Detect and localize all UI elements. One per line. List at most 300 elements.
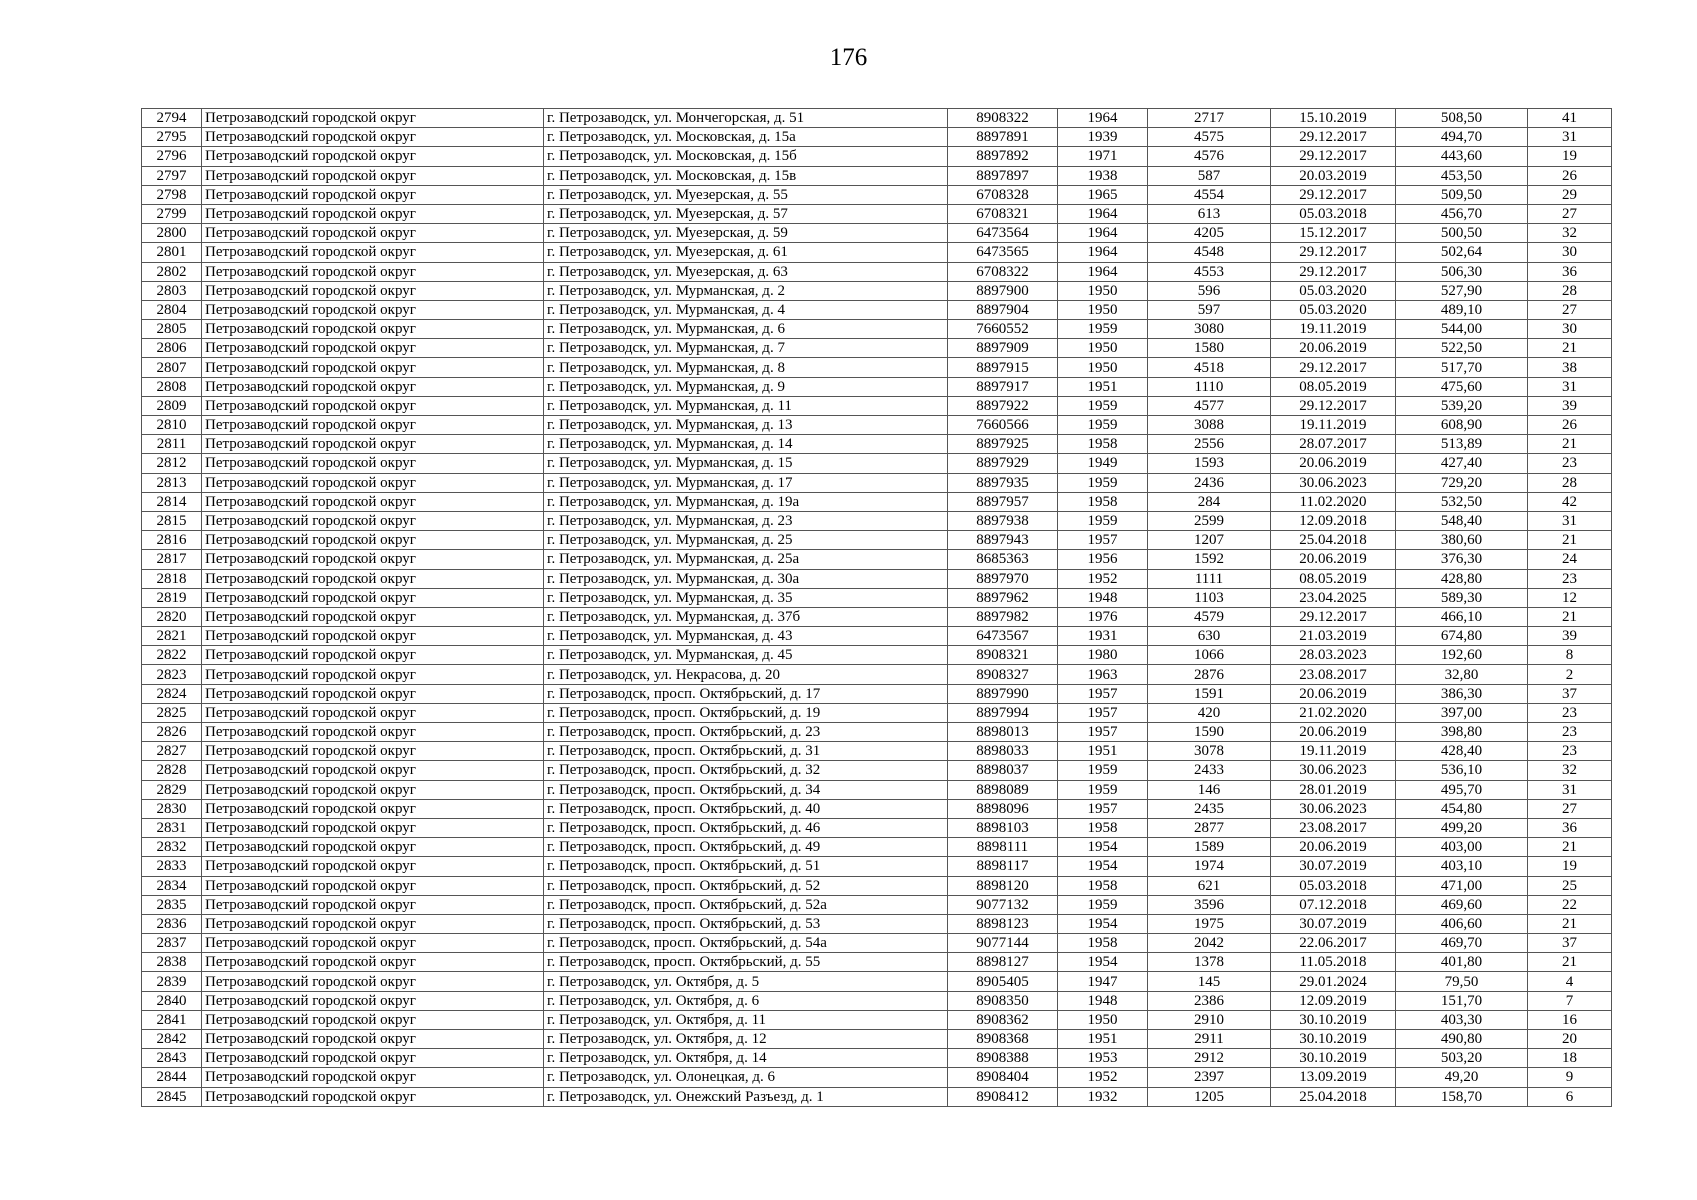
address-cell: г. Петрозаводск, ул. Мурманская, д. 23: [544, 511, 948, 530]
object-code-cell: 8897897: [948, 166, 1058, 185]
object-code-cell: 8897962: [948, 588, 1058, 607]
count-cell: 21: [1528, 838, 1612, 857]
address-cell: г. Петрозаводск, ул. Октября, д. 6: [544, 991, 948, 1010]
area-cell: 471,00: [1396, 876, 1528, 895]
area-cell: 522,50: [1396, 339, 1528, 358]
count-cell: 31: [1528, 128, 1612, 147]
record-id-cell: 2911: [1148, 1030, 1271, 1049]
municipality-cell: Петрозаводский городской округ: [202, 934, 544, 953]
record-id-cell: 3078: [1148, 742, 1271, 761]
municipality-cell: Петрозаводский городской округ: [202, 224, 544, 243]
date-cell: 20.03.2019: [1271, 166, 1396, 185]
municipality-cell: Петрозаводский городской округ: [202, 646, 544, 665]
count-cell: 21: [1528, 953, 1612, 972]
date-cell: 25.04.2018: [1271, 1087, 1396, 1106]
object-code-cell: 6473567: [948, 627, 1058, 646]
object-code-cell: 8897935: [948, 473, 1058, 492]
count-cell: 26: [1528, 166, 1612, 185]
count-cell: 28: [1528, 473, 1612, 492]
municipality-cell: Петрозаводский городской округ: [202, 684, 544, 703]
row-number: 2808: [142, 377, 202, 396]
address-cell: г. Петрозаводск, ул. Московская, д. 15а: [544, 128, 948, 147]
object-code-cell: 8897994: [948, 703, 1058, 722]
date-cell: 29.12.2017: [1271, 607, 1396, 626]
address-cell: г. Петрозаводск, ул. Мурманская, д. 30а: [544, 569, 948, 588]
municipality-cell: Петрозаводский городской округ: [202, 281, 544, 300]
object-code-cell: 8898089: [948, 780, 1058, 799]
row-number: 2841: [142, 1010, 202, 1029]
date-cell: 11.05.2018: [1271, 953, 1396, 972]
area-cell: 192,60: [1396, 646, 1528, 665]
record-id-cell: 2599: [1148, 511, 1271, 530]
row-number: 2813: [142, 473, 202, 492]
table-row: [142, 166, 1612, 185]
row-number: 2826: [142, 723, 202, 742]
record-id-cell: 2876: [1148, 665, 1271, 684]
address-cell: г. Петрозаводск, просп. Октябрьский, д. 46: [544, 818, 948, 837]
count-cell: 21: [1528, 339, 1612, 358]
record-id-cell: 3080: [1148, 320, 1271, 339]
date-cell: 20.06.2019: [1271, 723, 1396, 742]
date-cell: 21.02.2020: [1271, 703, 1396, 722]
municipality-cell: Петрозаводский городской округ: [202, 723, 544, 742]
row-number: 2803: [142, 281, 202, 300]
date-cell: 30.06.2023: [1271, 473, 1396, 492]
count-cell: 21: [1528, 914, 1612, 933]
row-number: 2829: [142, 780, 202, 799]
municipality-cell: Петрозаводский городской округ: [202, 761, 544, 780]
municipality-cell: Петрозаводский городской округ: [202, 166, 544, 185]
count-cell: 19: [1528, 147, 1612, 166]
table-row: [142, 204, 1612, 223]
object-code-cell: 6708322: [948, 262, 1058, 281]
build-year-cell: 1964: [1058, 262, 1148, 281]
address-cell: г. Петрозаводск, ул. Мурманская, д. 15: [544, 454, 948, 473]
address-cell: г. Петрозаводск, ул. Мурманская, д. 2: [544, 281, 948, 300]
count-cell: 31: [1528, 780, 1612, 799]
area-cell: 527,90: [1396, 281, 1528, 300]
table-row: [142, 435, 1612, 454]
municipality-cell: Петрозаводский городской округ: [202, 953, 544, 972]
table-row: [142, 473, 1612, 492]
municipality-cell: Петрозаводский городской округ: [202, 204, 544, 223]
area-cell: 548,40: [1396, 511, 1528, 530]
table-row: [142, 147, 1612, 166]
area-cell: 503,20: [1396, 1049, 1528, 1068]
object-code-cell: 8898013: [948, 723, 1058, 742]
row-number: 2825: [142, 703, 202, 722]
object-code-cell: 8908412: [948, 1087, 1058, 1106]
municipality-cell: Петрозаводский городской округ: [202, 1068, 544, 1087]
row-number: 2845: [142, 1087, 202, 1106]
municipality-cell: Петрозаводский городской округ: [202, 416, 544, 435]
record-id-cell: 1974: [1148, 857, 1271, 876]
address-cell: г. Петрозаводск, просп. Октябрьский, д. 19: [544, 703, 948, 722]
area-cell: 454,80: [1396, 799, 1528, 818]
table-row: [142, 818, 1612, 837]
row-number: 2797: [142, 166, 202, 185]
object-code-cell: 8898033: [948, 742, 1058, 761]
object-code-cell: 8898120: [948, 876, 1058, 895]
table-row: [142, 281, 1612, 300]
address-cell: г. Петрозаводск, ул. Некрасова, д. 20: [544, 665, 948, 684]
build-year-cell: 1950: [1058, 281, 1148, 300]
object-code-cell: 8897970: [948, 569, 1058, 588]
object-code-cell: 8897909: [948, 339, 1058, 358]
build-year-cell: 1965: [1058, 185, 1148, 204]
count-cell: 7: [1528, 991, 1612, 1010]
build-year-cell: 1949: [1058, 454, 1148, 473]
record-id-cell: 630: [1148, 627, 1271, 646]
table-row: [142, 895, 1612, 914]
row-number: 2811: [142, 435, 202, 454]
count-cell: 27: [1528, 204, 1612, 223]
count-cell: 30: [1528, 243, 1612, 262]
record-id-cell: 4575: [1148, 128, 1271, 147]
object-code-cell: 8897938: [948, 511, 1058, 530]
table-row: [142, 377, 1612, 396]
record-id-cell: 4518: [1148, 358, 1271, 377]
area-cell: 544,00: [1396, 320, 1528, 339]
municipality-cell: Петрозаводский городской округ: [202, 780, 544, 799]
address-cell: г. Петрозаводск, ул. Мурманская, д. 13: [544, 416, 948, 435]
record-id-cell: 3088: [1148, 416, 1271, 435]
count-cell: 30: [1528, 320, 1612, 339]
count-cell: 26: [1528, 416, 1612, 435]
date-cell: 05.03.2020: [1271, 281, 1396, 300]
area-cell: 499,20: [1396, 818, 1528, 837]
address-cell: г. Петрозаводск, просп. Октябрьский, д. 54а: [544, 934, 948, 953]
area-cell: 539,20: [1396, 396, 1528, 415]
address-cell: г. Петрозаводск, просп. Октябрьский, д. 52: [544, 876, 948, 895]
row-number: 2795: [142, 128, 202, 147]
object-code-cell: 9077144: [948, 934, 1058, 953]
object-code-cell: 8897915: [948, 358, 1058, 377]
row-number: 2831: [142, 818, 202, 837]
table-row: [142, 1087, 1612, 1106]
object-code-cell: 8908350: [948, 991, 1058, 1010]
record-id-cell: 420: [1148, 703, 1271, 722]
table-row: [142, 780, 1612, 799]
municipality-cell: Петрозаводский городской округ: [202, 300, 544, 319]
build-year-cell: 1976: [1058, 607, 1148, 626]
date-cell: 19.11.2019: [1271, 742, 1396, 761]
date-cell: 29.12.2017: [1271, 243, 1396, 262]
object-code-cell: 8897943: [948, 531, 1058, 550]
record-id-cell: 2435: [1148, 799, 1271, 818]
table-row: [142, 646, 1612, 665]
row-number: 2821: [142, 627, 202, 646]
record-id-cell: 4548: [1148, 243, 1271, 262]
row-number: 2807: [142, 358, 202, 377]
record-id-cell: 1590: [1148, 723, 1271, 742]
table-row: [142, 684, 1612, 703]
date-cell: 30.06.2023: [1271, 799, 1396, 818]
address-cell: г. Петрозаводск, ул. Мурманская, д. 25а: [544, 550, 948, 569]
record-id-cell: 4577: [1148, 396, 1271, 415]
area-cell: 494,70: [1396, 128, 1528, 147]
row-number: 2842: [142, 1030, 202, 1049]
area-cell: 386,30: [1396, 684, 1528, 703]
municipality-cell: Петрозаводский городской округ: [202, 262, 544, 281]
row-number: 2838: [142, 953, 202, 972]
address-cell: г. Петрозаводск, ул. Мурманская, д. 8: [544, 358, 948, 377]
table-row: [142, 339, 1612, 358]
row-number: 2828: [142, 761, 202, 780]
object-code-cell: 8908321: [948, 646, 1058, 665]
count-cell: 19: [1528, 857, 1612, 876]
table-row: [142, 224, 1612, 243]
count-cell: 32: [1528, 224, 1612, 243]
row-number: 2844: [142, 1068, 202, 1087]
object-code-cell: 8898127: [948, 953, 1058, 972]
build-year-cell: 1958: [1058, 876, 1148, 895]
area-cell: 403,00: [1396, 838, 1528, 857]
address-cell: г. Петрозаводск, ул. Муезерская, д. 57: [544, 204, 948, 223]
record-id-cell: 4205: [1148, 224, 1271, 243]
date-cell: 30.06.2023: [1271, 761, 1396, 780]
row-number: 2818: [142, 569, 202, 588]
build-year-cell: 1959: [1058, 895, 1148, 914]
count-cell: 23: [1528, 569, 1612, 588]
area-cell: 403,10: [1396, 857, 1528, 876]
municipality-cell: Петрозаводский городской округ: [202, 972, 544, 991]
area-cell: 513,89: [1396, 435, 1528, 454]
table-row: [142, 876, 1612, 895]
address-cell: г. Петрозаводск, ул. Мурманская, д. 9: [544, 377, 948, 396]
row-number: 2833: [142, 857, 202, 876]
date-cell: 30.07.2019: [1271, 914, 1396, 933]
count-cell: 23: [1528, 742, 1612, 761]
address-cell: г. Петрозаводск, ул. Октября, д. 5: [544, 972, 948, 991]
row-number: 2827: [142, 742, 202, 761]
row-number: 2809: [142, 396, 202, 415]
date-cell: 29.12.2017: [1271, 262, 1396, 281]
build-year-cell: 1957: [1058, 723, 1148, 742]
build-year-cell: 1964: [1058, 204, 1148, 223]
object-code-cell: 8685363: [948, 550, 1058, 569]
build-year-cell: 1959: [1058, 416, 1148, 435]
address-cell: г. Петрозаводск, ул. Муезерская, д. 59: [544, 224, 948, 243]
municipality-cell: Петрозаводский городской округ: [202, 991, 544, 1010]
address-cell: г. Петрозаводск, ул. Октября, д. 14: [544, 1049, 948, 1068]
table-row: [142, 953, 1612, 972]
object-code-cell: 8908404: [948, 1068, 1058, 1087]
record-id-cell: 1975: [1148, 914, 1271, 933]
record-id-cell: 596: [1148, 281, 1271, 300]
municipality-cell: Петрозаводский городской округ: [202, 569, 544, 588]
date-cell: 19.11.2019: [1271, 416, 1396, 435]
date-cell: 19.11.2019: [1271, 320, 1396, 339]
area-cell: 508,50: [1396, 109, 1528, 128]
count-cell: 2: [1528, 665, 1612, 684]
build-year-cell: 1931: [1058, 627, 1148, 646]
table-row: [142, 531, 1612, 550]
build-year-cell: 1952: [1058, 569, 1148, 588]
row-number: 2810: [142, 416, 202, 435]
record-id-cell: 1580: [1148, 339, 1271, 358]
count-cell: 18: [1528, 1049, 1612, 1068]
record-id-cell: 2910: [1148, 1010, 1271, 1029]
table-row: [142, 588, 1612, 607]
build-year-cell: 1959: [1058, 511, 1148, 530]
area-cell: 495,70: [1396, 780, 1528, 799]
build-year-cell: 1964: [1058, 109, 1148, 128]
municipality-cell: Петрозаводский городской округ: [202, 1087, 544, 1106]
count-cell: 28: [1528, 281, 1612, 300]
municipality-cell: Петрозаводский городской округ: [202, 377, 544, 396]
table-row: [142, 128, 1612, 147]
count-cell: 25: [1528, 876, 1612, 895]
page-number: 176: [829, 44, 868, 71]
address-cell: г. Петрозаводск, ул. Московская, д. 15б: [544, 147, 948, 166]
table-row: [142, 1068, 1612, 1087]
address-cell: г. Петрозаводск, ул. Мурманская, д. 19а: [544, 492, 948, 511]
address-cell: г. Петрозаводск, ул. Мурманская, д. 11: [544, 396, 948, 415]
count-cell: 31: [1528, 377, 1612, 396]
address-cell: г. Петрозаводск, ул. Мончегорская, д. 51: [544, 109, 948, 128]
object-code-cell: 8897925: [948, 435, 1058, 454]
area-cell: 456,70: [1396, 204, 1528, 223]
municipality-cell: Петрозаводский городской округ: [202, 1030, 544, 1049]
address-cell: г. Петрозаводск, ул. Октября, д. 12: [544, 1030, 948, 1049]
municipality-cell: Петрозаводский городской округ: [202, 320, 544, 339]
build-year-cell: 1951: [1058, 377, 1148, 396]
area-cell: 469,60: [1396, 895, 1528, 914]
table-row: [142, 934, 1612, 953]
row-number: 2832: [142, 838, 202, 857]
address-cell: г. Петрозаводск, ул. Мурманская, д. 35: [544, 588, 948, 607]
record-id-cell: 1110: [1148, 377, 1271, 396]
record-id-cell: 1592: [1148, 550, 1271, 569]
build-year-cell: 1954: [1058, 953, 1148, 972]
table-row: [142, 492, 1612, 511]
build-year-cell: 1959: [1058, 473, 1148, 492]
count-cell: 20: [1528, 1030, 1612, 1049]
municipality-cell: Петрозаводский городской округ: [202, 607, 544, 626]
count-cell: 37: [1528, 934, 1612, 953]
date-cell: 05.03.2018: [1271, 876, 1396, 895]
area-cell: 475,60: [1396, 377, 1528, 396]
build-year-cell: 1958: [1058, 934, 1148, 953]
area-cell: 398,80: [1396, 723, 1528, 742]
object-code-cell: 9077132: [948, 895, 1058, 914]
table-row: [142, 358, 1612, 377]
municipality-cell: Петрозаводский городской округ: [202, 435, 544, 454]
table-row: [142, 1010, 1612, 1029]
address-cell: г. Петрозаводск, ул. Олонецкая, д. 6: [544, 1068, 948, 1087]
table-body: [142, 109, 1612, 1107]
build-year-cell: 1950: [1058, 339, 1148, 358]
area-cell: 49,20: [1396, 1068, 1528, 1087]
object-code-cell: 6708321: [948, 204, 1058, 223]
municipality-cell: Петрозаводский городской округ: [202, 511, 544, 530]
area-cell: 380,60: [1396, 531, 1528, 550]
record-id-cell: 587: [1148, 166, 1271, 185]
record-id-cell: 2877: [1148, 818, 1271, 837]
table-row: [142, 991, 1612, 1010]
table-row: [142, 109, 1612, 128]
area-cell: 489,10: [1396, 300, 1528, 319]
build-year-cell: 1952: [1058, 1068, 1148, 1087]
row-number: 2799: [142, 204, 202, 223]
municipality-cell: Петрозаводский городской округ: [202, 838, 544, 857]
count-cell: 29: [1528, 185, 1612, 204]
build-year-cell: 1947: [1058, 972, 1148, 991]
address-cell: г. Петрозаводск, просп. Октябрьский, д. 32: [544, 761, 948, 780]
date-cell: 08.05.2019: [1271, 569, 1396, 588]
address-cell: г. Петрозаводск, просп. Октябрьский, д. 52а: [544, 895, 948, 914]
table-row: [142, 972, 1612, 991]
address-cell: г. Петрозаводск, просп. Октябрьский, д. 17: [544, 684, 948, 703]
municipality-cell: Петрозаводский городской округ: [202, 857, 544, 876]
table-row: [142, 569, 1612, 588]
build-year-cell: 1957: [1058, 799, 1148, 818]
table-row: [142, 1049, 1612, 1068]
record-id-cell: 1205: [1148, 1087, 1271, 1106]
build-year-cell: 1964: [1058, 243, 1148, 262]
address-cell: г. Петрозаводск, ул. Мурманская, д. 7: [544, 339, 948, 358]
count-cell: 22: [1528, 895, 1612, 914]
table-row: [142, 454, 1612, 473]
build-year-cell: 1950: [1058, 300, 1148, 319]
object-code-cell: 8898117: [948, 857, 1058, 876]
municipality-cell: Петрозаводский городской округ: [202, 358, 544, 377]
date-cell: 12.09.2018: [1271, 511, 1396, 530]
table-row: [142, 703, 1612, 722]
date-cell: 08.05.2019: [1271, 377, 1396, 396]
build-year-cell: 1959: [1058, 761, 1148, 780]
address-cell: г. Петрозаводск, ул. Мурманская, д. 4: [544, 300, 948, 319]
count-cell: 31: [1528, 511, 1612, 530]
address-cell: г. Петрозаводск, просп. Октябрьский, д. 55: [544, 953, 948, 972]
area-cell: 376,30: [1396, 550, 1528, 569]
record-id-cell: 4554: [1148, 185, 1271, 204]
build-year-cell: 1957: [1058, 703, 1148, 722]
area-cell: 32,80: [1396, 665, 1528, 684]
build-year-cell: 1951: [1058, 742, 1148, 761]
area-cell: 674,80: [1396, 627, 1528, 646]
record-id-cell: 2556: [1148, 435, 1271, 454]
record-id-cell: 146: [1148, 780, 1271, 799]
municipality-cell: Петрозаводский городской округ: [202, 818, 544, 837]
record-id-cell: 145: [1148, 972, 1271, 991]
area-cell: 502,64: [1396, 243, 1528, 262]
build-year-cell: 1959: [1058, 320, 1148, 339]
build-year-cell: 1948: [1058, 588, 1148, 607]
build-year-cell: 1957: [1058, 684, 1148, 703]
date-cell: 05.03.2020: [1271, 300, 1396, 319]
area-cell: 506,30: [1396, 262, 1528, 281]
municipality-cell: Петрозаводский городской округ: [202, 339, 544, 358]
date-cell: 20.06.2019: [1271, 339, 1396, 358]
date-cell: 13.09.2019: [1271, 1068, 1396, 1087]
address-cell: г. Петрозаводск, просп. Октябрьский, д. 23: [544, 723, 948, 742]
build-year-cell: 1950: [1058, 1010, 1148, 1029]
row-number: 2802: [142, 262, 202, 281]
record-id-cell: 621: [1148, 876, 1271, 895]
date-cell: 28.01.2019: [1271, 780, 1396, 799]
record-id-cell: 2397: [1148, 1068, 1271, 1087]
municipality-cell: Петрозаводский городской округ: [202, 109, 544, 128]
object-code-cell: 7660552: [948, 320, 1058, 339]
municipality-cell: Петрозаводский городской округ: [202, 876, 544, 895]
build-year-cell: 1963: [1058, 665, 1148, 684]
count-cell: 21: [1528, 531, 1612, 550]
municipality-cell: Петрозаводский городской округ: [202, 396, 544, 415]
build-year-cell: 1932: [1058, 1087, 1148, 1106]
count-cell: 36: [1528, 818, 1612, 837]
